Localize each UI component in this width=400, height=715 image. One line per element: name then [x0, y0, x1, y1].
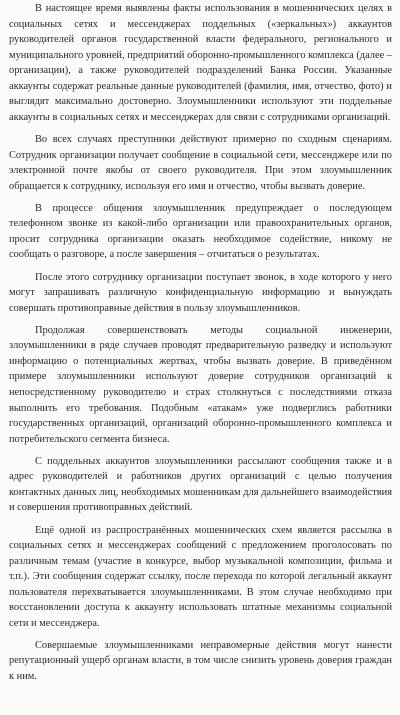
paragraph-info-request: После этого сотруднику организации поступает звонок, в ходе которого у него могут запрашивать различную конфиденциальную информацию и вынуждать совершать противоправные действия в пользу злоумышленников. — [9, 271, 392, 314]
paragraph-reputational-damage: Совершаемые злоумышленниками неправомерные действия могут нанести репутационный ущерб органам власти, в том числе снизить уровень доверия граждан к ним. — [9, 639, 392, 683]
paragraph-phone-call-warning: В процессе общения злоумышленник предупреждает о последующем телефонном звонке из какой-либо организации или правоохранительных органов, просит сотрудника организации оказать необходимое содействие, никому не сообщать о разговоре, а после завершения – отчитаться о результатах. — [9, 202, 392, 261]
paragraph-social-engineering: Продолжая совершенствовать методы социальной инженерии, злоумышленники в ряде случаев проводят предварительную разведку и используют информацию о потенциальных жертвах, чтобы вызвать доверие. В приведённом примере злоумышленники используют доверие сотрудников организаций к непосредственному руководителю и страх столкнуться с последствиями отказа выполнить его требования. Подобным «атакам» уже подверглись работники государственных организаций, организаций оборонно-промышленного комплекса и потребительского сегмента бизнеса. — [9, 324, 392, 445]
paragraph-scenario: Во всех случаях преступники действуют примерно по сходным сценариям. Сотрудник организации получает сообщение в социальной сети, мессенджере или по электронной почте якобы от своего руководителя. При этом злоумышленник обращается к сотруднику, используя его имя и отчество, чтобы вызвать доверие. — [9, 133, 392, 192]
paragraph-fake-accounts-intro: В настоящее время выявлены факты использования в мошеннических целях в социальных сетях и мессенджерах поддельных («зеркальных») аккаунтов руководителей органов государственной власти федерального, регионального и муниципального уровней, предприятий оборонно-промышленного комплекса (далее – организации), а также руководителей подразделений Банка России. Указанные аккаунты содержат реальные данные руководителей (фамилия, имя, отчество, фото) и выглядят максимально достоверно. Злоумышленники используют эти поддельные аккаунты в социальных сетях и мессенджерах для связи с сотрудниками организаций. — [9, 3, 392, 123]
paragraph-voting-scheme: Ещё одной из распространённых мошеннических схем является рассылка в социальных сетях и мессенджерах сообщений с предложением проголосовать по различным темам (участие в конкурсе, выбор музыкальной композиции, фильма и т.п.). Эти сообщения содержат ссылку, после перехода по которой легальный аккаунт пользователя перехватывается злоумышленниками. В этом случае необходимо при восстановлении доступа к аккаунту использовать штатные механизмы социальной сети и мессенджера. — [9, 524, 392, 629]
paragraph-contact-harvesting: С поддельных аккаунтов злоумышленники рассылают сообщения также и в адрес руководителей и работников других организаций с целью получения контактных данных лиц, необходимых мошенникам для дальнейшего взаимодействия и совершения противоправных действий. — [9, 455, 392, 514]
